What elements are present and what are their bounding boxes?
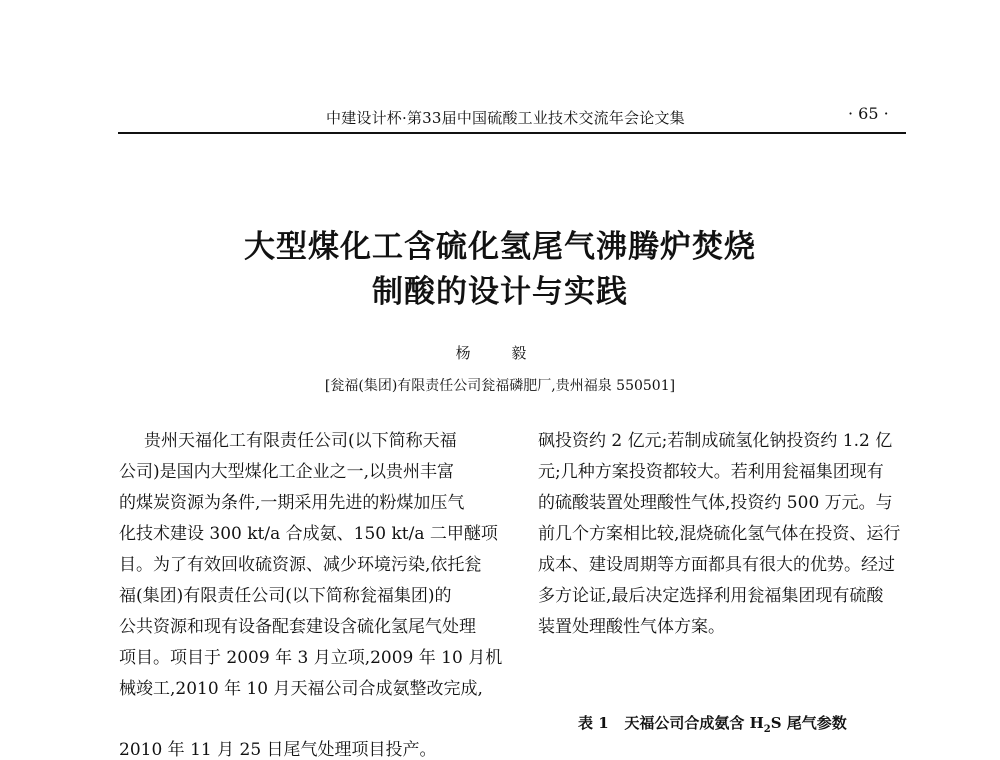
- body-line: 装置处理酸性气体方案。: [538, 617, 725, 637]
- body-line: 公司)是国内大型煤化工企业之一,以贵州丰富: [119, 462, 455, 482]
- header-rule: [118, 132, 906, 134]
- body-line: 砜投资约 2 亿元;若制成硫氢化钠投资约 1.2 亿: [538, 431, 893, 451]
- body-line: 多方论证,最后决定选择利用瓮福集团现有硫酸: [538, 586, 884, 606]
- page-number: · 65 ·: [848, 104, 889, 123]
- table-caption-text: 天福公司合成氨含 H: [624, 714, 764, 732]
- body-line: 目。为了有效回收硫资源、减少环境污染,依托瓮: [119, 555, 482, 575]
- table-caption-subscript: 2: [763, 724, 771, 735]
- body-line: 械竣工,2010 年 10 月天福公司合成氨整改完成,: [119, 679, 483, 699]
- body-line: 成本、建设周期等方面都具有很大的优势。经过: [538, 555, 895, 575]
- body-line: 前几个方案相比较,混烧硫化氢气体在投资、运行: [538, 524, 901, 544]
- body-line: 的硫酸装置处理酸性气体,投资约 500 万元。与: [538, 493, 893, 513]
- table-caption: [578, 712, 847, 735]
- author: 杨 毅: [455, 344, 545, 362]
- body-line: 公共资源和现有设备配套建设含硫化氢尾气处理: [119, 617, 476, 637]
- body-line: 化技术建设 300 kt/a 合成氨、150 kt/a 二甲醚项: [119, 524, 498, 544]
- running-title: 中建设计杯·第33届中国硫酸工业技术交流年会论文集: [326, 109, 685, 127]
- body-line: 的煤炭资源为条件,一期采用先进的粉煤加压气: [119, 493, 465, 513]
- body-line: 2010 年 11 月 25 日尾气处理项目投产。: [119, 740, 437, 760]
- body-line: 项目。项目于 2009 年 3 月立项,2009 年 10 月机: [119, 648, 503, 668]
- table-caption-text-end: S 尾气参数: [770, 714, 847, 732]
- title-line-2: 制酸的设计与实践: [372, 274, 628, 310]
- body-line: 贵州天福化工有限责任公司(以下简称天福: [144, 431, 457, 451]
- body-line: 福(集团)有限责任公司(以下简称瓮福集团)的: [119, 586, 452, 606]
- title-line-1: 大型煤化工含硫化氢尾气沸腾炉焚烧: [244, 229, 756, 265]
- affiliation: [瓮福(集团)有限责任公司瓮福磷肥厂,贵州福泉 550501]: [324, 378, 676, 394]
- body-line: 元;几种方案投资都较大。若利用瓮福集团现有: [538, 462, 884, 482]
- table-label: 表 1: [578, 714, 609, 732]
